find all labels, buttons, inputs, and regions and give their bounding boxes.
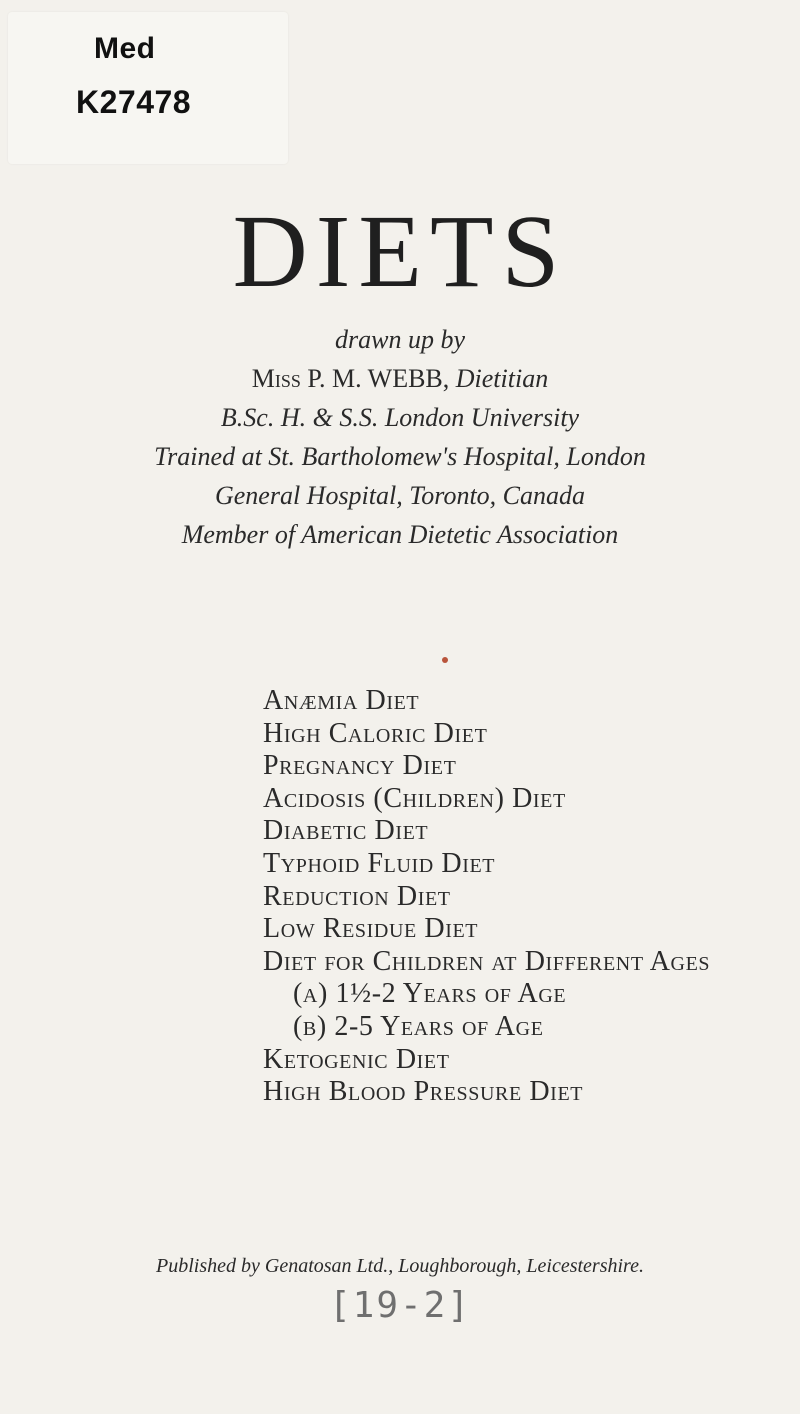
publisher-line: Published by Genatosan Ltd., Loughborough, Leicestershire. (156, 1255, 644, 1277)
list-item: High Blood Pressure Diet (263, 1076, 584, 1108)
degree-line: B.Sc. H. & S.S. London University (220, 403, 580, 432)
list-item: High Caloric Diet (263, 717, 488, 749)
list-item: Diet for Children at Different Ages (263, 945, 711, 977)
list-item: (b) 2-5 Years of Age (293, 1010, 544, 1042)
list-item: Diabetic Diet (263, 815, 429, 847)
library-label (8, 12, 288, 164)
decorative-dot (442, 657, 448, 663)
trained-line-2: General Hospital, Toronto, Canada (214, 481, 586, 510)
list-item: Acidosis (Children) Diet (263, 782, 566, 814)
page-title: DIETS (232, 194, 568, 309)
credits-block (0, 320, 800, 554)
author-line (0, 359, 800, 398)
label-catalog-number: K27478 (76, 84, 192, 120)
author-name: Miss P. M. WEBB, (251, 364, 450, 393)
list-item: Reduction Diet (263, 880, 451, 912)
label-collection: Med (94, 32, 156, 65)
drawn-up-by: drawn up by (335, 325, 465, 354)
handwritten-shelf-mark: [19-2] (328, 1285, 472, 1326)
list-item: Low Residue Diet (263, 913, 479, 945)
diet-list (263, 685, 710, 1109)
list-item: (a) 1½-2 Years of Age (293, 978, 567, 1010)
list-item: Anæmia Diet (263, 685, 420, 716)
author-role: Dietitian (455, 364, 549, 393)
trained-line-1: Trained at St. Bartholomew's Hospital, London (154, 442, 646, 471)
list-item: Ketogenic Diet (263, 1043, 450, 1075)
member-line: Member of American Dietetic Association (181, 520, 619, 549)
list-item: Typhoid Fluid Diet (263, 847, 496, 879)
list-item: Pregnancy Diet (263, 750, 457, 782)
